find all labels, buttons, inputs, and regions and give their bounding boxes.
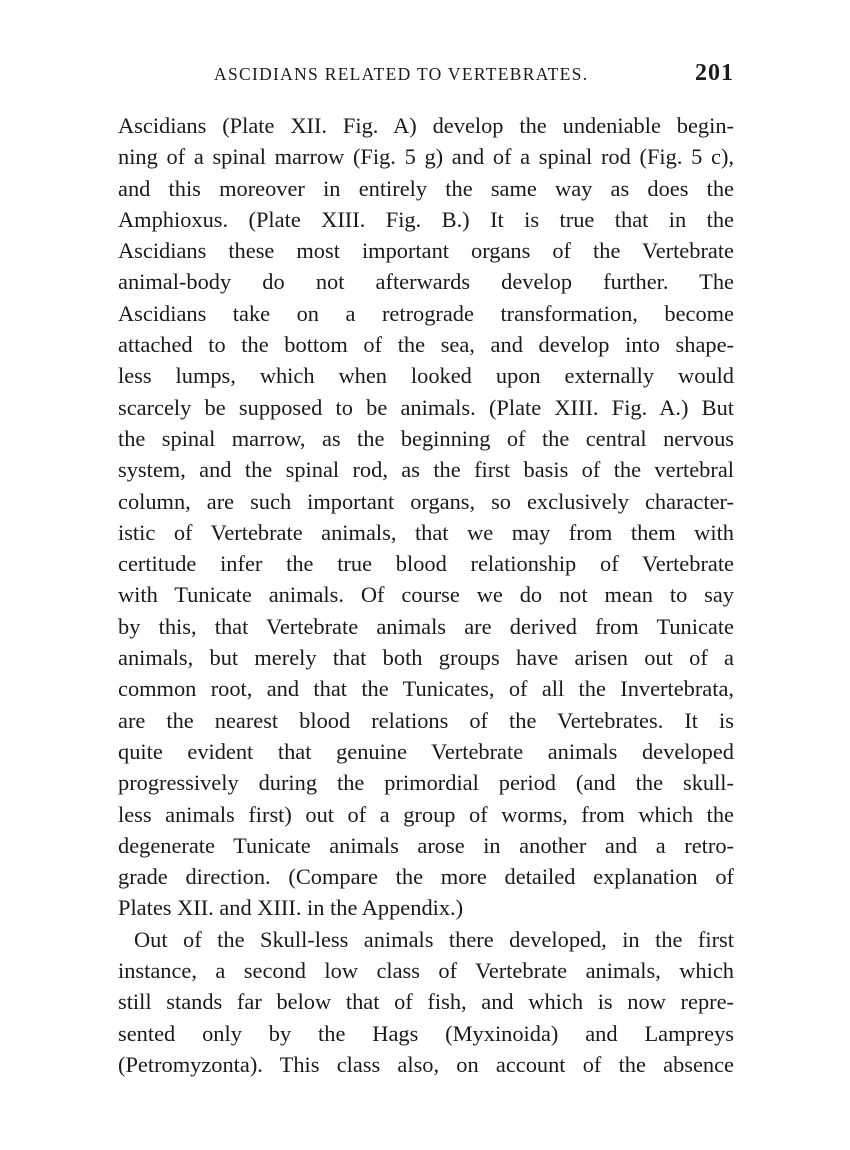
text-line: animals, but merely that both groups have arisen out of a [118,645,734,671]
text-line: Out of the Skull-less animals there developed, in the first [134,926,734,952]
text-line: the spinal marrow, as the beginning of the central nervous [118,425,734,451]
text-line: Plates XII. and XIII. in the Appendix.) [118,895,464,921]
page-number: 201 [695,60,734,86]
text-line: common root, and that the Tunicates, of all the Invertebrata, [118,676,734,702]
running-title: ASCIDIANS RELATED TO VERTEBRATES. [214,64,589,84]
text-line: Ascidians (Plate XII. Fig. A) develop the undeniable begin- [118,113,734,138]
text-line: progressively during the primordial period (and the skull- [118,770,734,796]
text-line: attached to the bottom of the sea, and develop into shape- [118,332,734,358]
text-line: scarcely be supposed to be animals. (Plate XIII. Fig. A.) But [118,394,734,420]
paragraph [118,924,734,1080]
text-line: degenerate Tunicate animals arose in another and a retro- [118,832,734,858]
text-line: still stands far below that of fish, and which is now repre- [118,989,734,1015]
text-line: Ascidians these most important organs of the Vertebrate [118,238,734,264]
text-line: by this, that Vertebrate animals are derived from Tunicate [118,613,734,639]
text-line: instance, a second low class of Vertebrate animals, which [118,958,734,984]
text-line: animal-body do not afterwards develop further. The [118,269,734,295]
text-line: istic of Vertebrate animals, that we may from them with [118,519,734,545]
text-line: Amphioxus. (Plate XIII. Fig. B.) It is true that in the [118,206,734,232]
text-line: quite evident that genuine Vertebrate animals developed [118,738,734,764]
text-line: less animals first) out of a group of worms, from which the [118,801,734,827]
paragraph [118,110,734,924]
text-line: sented only by the Hags (Myxinoida) and Lampreys [118,1020,734,1046]
text-line: are the nearest blood relations of the Vertebrates. It is [118,707,734,733]
body-text [118,110,734,1080]
text-line: system, and the spinal rod, as the first basis of the vertebral [118,457,734,483]
text-line: with Tunicate animals. Of course we do not mean to say [118,582,734,608]
text-line: Ascidians take on a retrograde transformation, become [118,300,734,326]
text-line: ning of a spinal marrow (Fig. 5 g) and of a spinal rod (Fig. 5 c), [118,144,734,170]
text-line: less lumps, which when looked upon externally would [118,363,734,389]
text-line: column, are such important organs, so exclusively character- [118,488,734,514]
running-head [118,58,734,90]
text-line: (Petromyzonta). This class also, on account of the absence [118,1051,734,1077]
text-line: and this moreover in entirely the same way as does the [118,175,734,201]
text-line: grade direction. (Compare the more detailed explanation of [118,864,734,890]
text-line: certitude infer the true blood relationship of Vertebrate [118,551,734,577]
